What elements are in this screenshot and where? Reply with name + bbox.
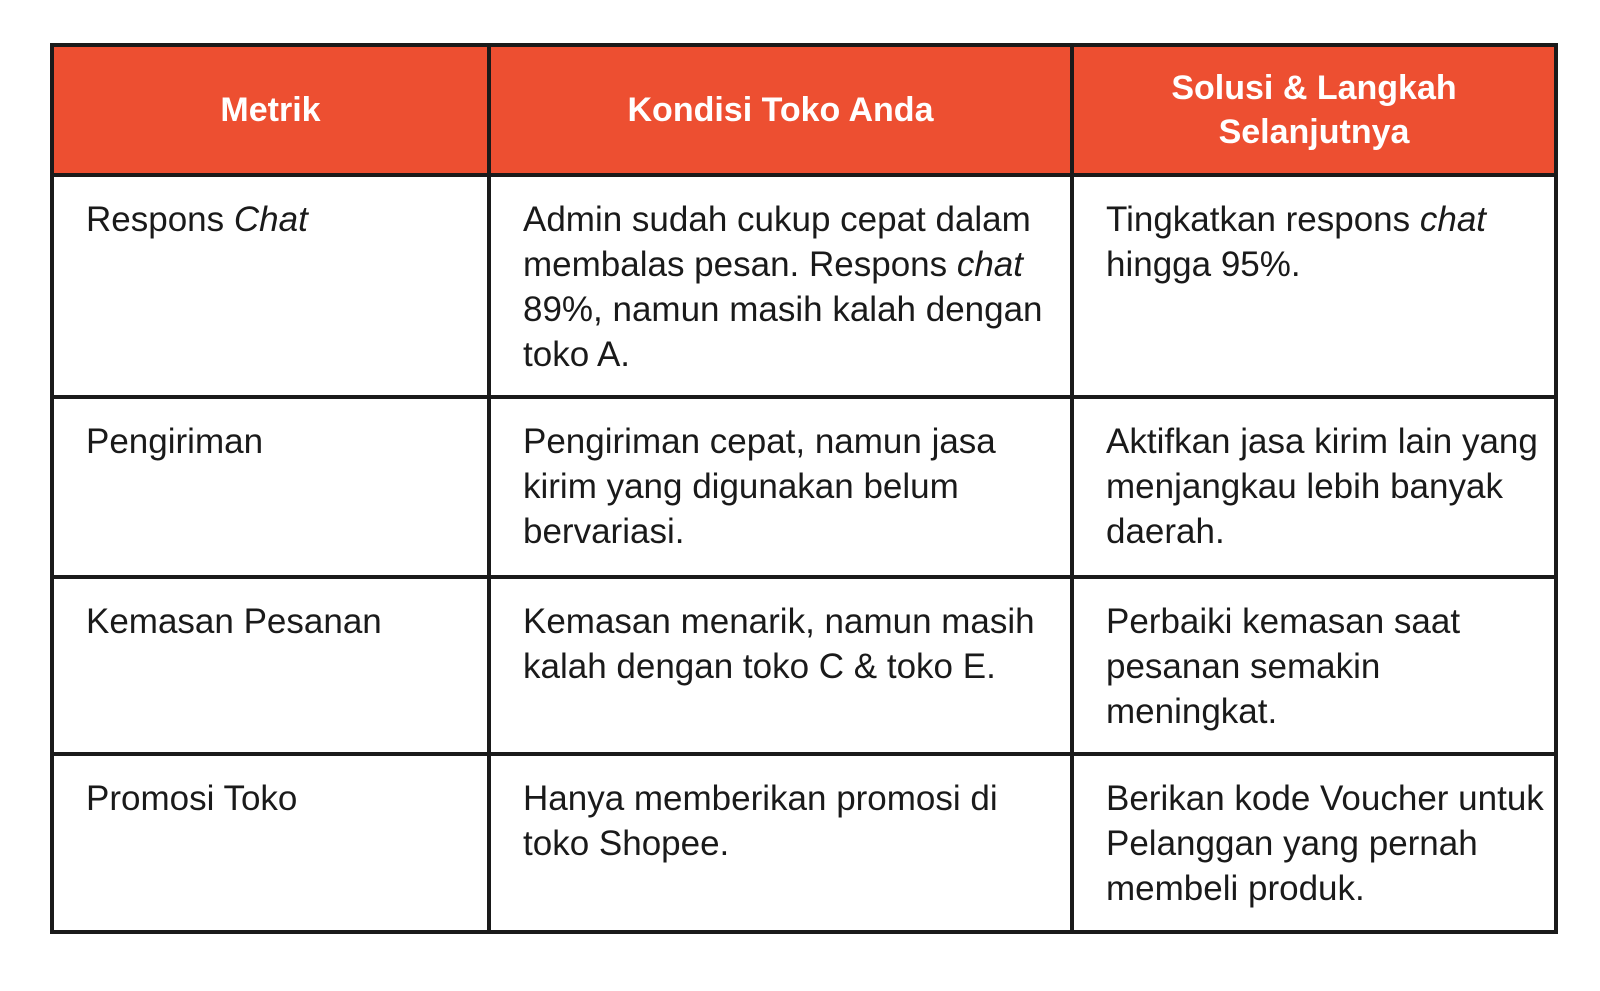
condition-text-end: 89%, namun masih kalah dengan toko A.	[523, 290, 1043, 374]
header-condition: Kondisi Toko Anda	[489, 45, 1072, 175]
condition-italic-text: chat	[956, 245, 1023, 284]
cell-solution	[1072, 175, 1556, 397]
cell-condition: Pengiriman cepat, namun jasa kirim yang digunakan belum bervariasi.	[489, 397, 1072, 577]
cell-condition: Hanya memberikan promosi di toko Shopee.	[489, 754, 1072, 932]
condition-text: Admin sudah cukup cepat dalam membalas pesan. Respons	[523, 200, 1031, 284]
cell-solution: Perbaiki kemasan saat pesanan semakin meningkat.	[1072, 577, 1556, 754]
table-header	[52, 45, 1556, 175]
cell-metric: Kemasan Pesanan	[52, 577, 489, 754]
comparison-table	[50, 43, 1558, 934]
table-body	[52, 175, 1556, 932]
cell-metric: Promosi Toko	[52, 754, 489, 932]
table-row	[52, 577, 1556, 754]
metric-italic-text: Chat	[233, 200, 308, 239]
cell-metric: Pengiriman	[52, 397, 489, 577]
solution-text-end: hingga 95%.	[1106, 245, 1301, 284]
solution-italic-text: chat	[1419, 200, 1487, 239]
cell-solution: Berikan kode Voucher untuk Pelanggan yang pernah membeli produk.	[1072, 754, 1556, 932]
cell-condition	[489, 175, 1072, 397]
solution-text: Tingkatkan respons	[1106, 200, 1420, 239]
table-row	[52, 754, 1556, 932]
cell-condition: Kemasan menarik, namun masih kalah dengan toko C & toko E.	[489, 577, 1072, 754]
table-row	[52, 397, 1556, 577]
header-row	[52, 45, 1556, 175]
header-metric: Metrik	[52, 45, 489, 175]
cell-solution: Aktifkan jasa kirim lain yang menjangkau lebih banyak daerah.	[1072, 397, 1556, 577]
header-solution: Solusi & Langkah Selanjutnya	[1072, 45, 1556, 175]
cell-metric	[52, 175, 489, 397]
metric-text: Respons	[86, 200, 234, 239]
table-row	[52, 175, 1556, 397]
